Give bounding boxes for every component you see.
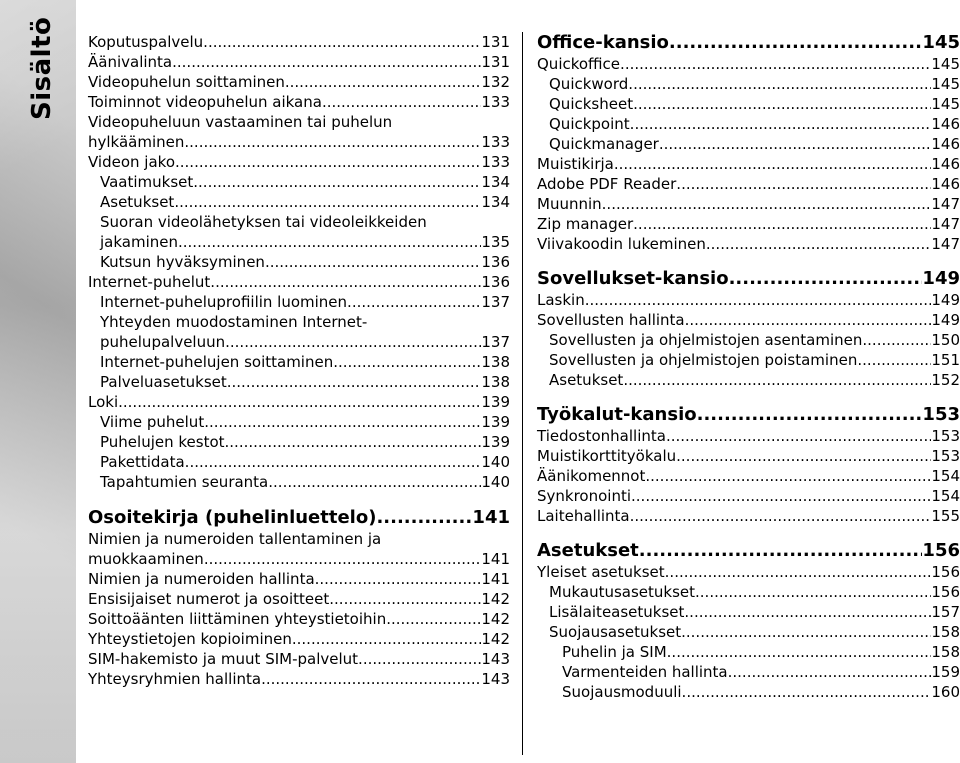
leader-dots <box>225 332 481 352</box>
toc-entry-title: Laskin <box>537 291 585 309</box>
toc-page-number: 146 <box>931 175 960 193</box>
toc-entry-title: jakaminen <box>100 233 178 251</box>
toc-page-number: 138 <box>481 353 510 371</box>
toc-section-heading[interactable] <box>537 404 960 426</box>
leader-dots <box>193 172 481 192</box>
toc-entry[interactable] <box>88 432 510 452</box>
toc-page-number: 137 <box>481 293 510 311</box>
toc-page-number: 143 <box>481 650 510 668</box>
page-title: Sisältö <box>27 16 57 120</box>
section-title: Office-kansio <box>537 32 669 53</box>
toc-entry-title: Muistikirja <box>537 155 614 173</box>
toc-entry-title: Quickpoint <box>549 115 630 133</box>
toc-entry-title: Quickword <box>549 75 629 93</box>
toc-page-number: 145 <box>931 95 960 113</box>
leader-dots <box>225 432 482 452</box>
leader-dots <box>315 569 482 589</box>
toc-entry[interactable] <box>537 114 960 134</box>
toc-entry-title: Internet-puheluprofiilin luominen <box>100 293 348 311</box>
toc-entry-title: Tiedostonhallinta <box>537 427 666 445</box>
toc-entry[interactable] <box>537 174 960 194</box>
leader-dots <box>118 392 481 412</box>
toc-entry[interactable] <box>537 582 960 602</box>
toc-entry[interactable] <box>88 152 510 172</box>
toc-entry[interactable] <box>88 252 510 272</box>
leader-dots <box>682 682 932 702</box>
toc-page-number: 146 <box>931 135 960 153</box>
toc-page-number: 142 <box>481 630 510 648</box>
toc-page-number: 159 <box>931 663 960 681</box>
toc-entry[interactable] <box>537 234 960 254</box>
toc-entry[interactable] <box>88 549 510 569</box>
toc-entry-title: Äänikomennot <box>537 467 646 485</box>
section-title: Osoitekirja (puhelinluettelo) <box>88 507 377 528</box>
toc-entry-title: Adobe PDF Reader <box>537 175 677 193</box>
toc-page-number: 139 <box>481 433 510 451</box>
leader-dots <box>185 452 482 472</box>
toc-entry[interactable] <box>88 172 510 192</box>
toc-entry-title: Mukautusasetukset <box>549 583 696 601</box>
section-title: Sovellukset-kansio <box>537 268 729 289</box>
toc-section-heading[interactable] <box>537 32 960 54</box>
toc-entry[interactable] <box>537 54 960 74</box>
leader-dots <box>620 54 931 74</box>
toc-entry[interactable] <box>88 392 510 412</box>
toc-page-number: 154 <box>931 467 960 485</box>
leader-dots <box>210 272 481 292</box>
toc-entry-title: Palveluasetukset <box>100 373 227 391</box>
leader-dots <box>174 192 481 212</box>
toc-entry-title: Nimien ja numeroiden hallinta <box>88 570 315 588</box>
leader-dots <box>728 662 932 682</box>
toc-page-number: 133 <box>481 93 510 111</box>
toc-page-number: 151 <box>931 351 960 369</box>
leader-dots <box>322 92 481 112</box>
leader-dots <box>669 32 923 54</box>
toc-page-number: 156 <box>931 583 960 601</box>
toc-page-number: 131 <box>481 33 510 51</box>
toc-entry-title: Muunnin <box>537 195 602 213</box>
leader-dots <box>676 174 931 194</box>
leader-dots <box>602 194 932 214</box>
toc-entry[interactable] <box>537 350 960 370</box>
toc-entry[interactable] <box>537 506 960 526</box>
toc-entry-title: Sovellusten ja ohjelmistojen asentaminen <box>549 331 863 349</box>
toc-entry-title: Tapahtumien seuranta <box>100 473 269 491</box>
toc-page-number: 137 <box>481 333 510 351</box>
toc-page-number: 160 <box>931 683 960 701</box>
leader-dots <box>333 352 481 372</box>
sidebar-band <box>0 0 76 763</box>
toc-entry[interactable] <box>88 352 510 372</box>
leader-dots <box>376 507 472 529</box>
leader-dots <box>184 132 481 152</box>
leader-dots <box>329 589 481 609</box>
toc-entry-title: Vaatimukset <box>100 173 194 191</box>
toc-entry-title: Quickoffice <box>537 55 621 73</box>
toc-entry-title: Sovellusten hallinta <box>537 311 685 329</box>
toc-page-number: 153 <box>931 447 960 465</box>
toc-entry[interactable] <box>88 192 510 212</box>
toc-entry[interactable] <box>88 92 510 112</box>
toc-entry-title: Internet-puhelujen soittaminen <box>100 353 334 371</box>
toc-page-number: 147 <box>931 235 960 253</box>
section-page-number: 145 <box>922 32 960 53</box>
toc-entry[interactable] <box>88 569 510 589</box>
leader-dots <box>203 32 481 52</box>
toc-entry[interactable] <box>537 622 960 642</box>
toc-entry[interactable] <box>537 466 960 486</box>
toc-page-number: 147 <box>931 195 960 213</box>
toc-entry[interactable] <box>88 132 510 152</box>
section-page-number: 141 <box>472 507 510 528</box>
toc-page-number: 136 <box>481 253 510 271</box>
leader-dots <box>862 330 931 350</box>
toc-entry[interactable] <box>88 232 510 252</box>
toc-entry-title: Suojausmoduuli <box>562 683 682 701</box>
toc-entry-title: Pakettidata <box>100 453 185 471</box>
toc-entry-title-line1: Yhteyden muodostaminen Internet- <box>100 313 368 331</box>
toc-entry-title: Viivakoodin lukeminen <box>537 235 706 253</box>
leader-dots <box>667 642 932 662</box>
toc-page-number: 131 <box>481 53 510 71</box>
toc-entry-title: Videopuhelun soittaminen <box>88 73 285 91</box>
leader-dots <box>684 602 931 622</box>
toc-entry[interactable] <box>537 662 960 682</box>
toc-page-number: 145 <box>931 75 960 93</box>
toc-entry[interactable] <box>88 332 510 352</box>
toc-page-number: 150 <box>931 331 960 349</box>
toc-entry[interactable] <box>537 486 960 506</box>
toc-page-number: 145 <box>931 55 960 73</box>
leader-dots <box>265 252 481 272</box>
toc-entry[interactable] <box>88 452 510 472</box>
toc-entry-title: Laitehallinta <box>537 507 630 525</box>
leader-dots <box>630 114 932 134</box>
leader-dots <box>628 74 931 94</box>
toc-entry[interactable] <box>88 629 510 649</box>
toc-entry-title: Suojausasetukset <box>549 623 682 641</box>
leader-dots <box>633 94 931 114</box>
leader-dots <box>261 669 481 689</box>
toc-entry-title: Asetukset <box>549 371 624 389</box>
toc-entry-title: Yhteystietojen kopioiminen <box>88 630 292 648</box>
toc-page-number: 158 <box>931 623 960 641</box>
spacer <box>537 526 960 540</box>
toc-entry[interactable] <box>537 682 960 702</box>
toc-entry-title: Viime puhelut <box>100 413 205 431</box>
toc-entry-title-line1: Suoran videolähetyksen tai videoleikkeiden <box>100 213 427 231</box>
toc-page-number: 142 <box>481 590 510 608</box>
toc-entry-title: Varmenteiden hallinta <box>562 663 728 681</box>
toc-entry-title: Soittoäänten liittäminen yhteystietoihin <box>88 610 387 628</box>
toc-entry-title: Videon jako <box>88 153 175 171</box>
toc-entry-title: Lisälaiteasetukset <box>549 603 685 621</box>
leader-dots <box>681 622 931 642</box>
toc-entry[interactable] <box>88 32 510 52</box>
toc-entry[interactable] <box>88 609 510 629</box>
toc-entry[interactable] <box>537 214 960 234</box>
toc-entry[interactable] <box>537 602 960 622</box>
leader-dots <box>347 292 481 312</box>
toc-entry-title: Ensisijaiset numerot ja osoitteet <box>88 590 330 608</box>
toc-page-number: 138 <box>481 373 510 391</box>
leader-dots <box>630 506 932 526</box>
toc-entry[interactable] <box>88 272 510 292</box>
toc-page-number: 157 <box>931 603 960 621</box>
toc-entry[interactable] <box>537 74 960 94</box>
leader-dots <box>706 234 931 254</box>
toc-entry-title: Kutsun hyväksyminen <box>100 253 265 271</box>
section-title: Asetukset <box>537 540 639 561</box>
toc-page-number: 152 <box>931 371 960 389</box>
toc-entry-title: Yleiset asetukset <box>537 563 665 581</box>
toc-entry-title: hylkääminen <box>88 133 185 151</box>
toc-page-number: 143 <box>481 670 510 688</box>
toc-entry-title: SIM-hakemisto ja muut SIM-palvelut <box>88 650 359 668</box>
leader-dots <box>633 214 931 234</box>
toc-entry[interactable] <box>537 426 960 446</box>
leader-dots <box>697 404 923 426</box>
leader-dots <box>227 372 482 392</box>
leader-dots <box>695 582 931 602</box>
toc-entry[interactable] <box>537 290 960 310</box>
toc-entry-title: Puhelin ja SIM <box>562 643 667 661</box>
toc-page-number: 149 <box>931 311 960 329</box>
toc-entry-title: Yhteysryhmien hallinta <box>88 670 262 688</box>
toc-page-number: 133 <box>481 133 510 151</box>
leader-dots <box>659 134 932 154</box>
leader-dots <box>645 466 931 486</box>
leader-dots <box>178 232 481 252</box>
toc-entry-title: Äänivalinta <box>88 53 173 71</box>
toc-entry[interactable] <box>88 72 510 92</box>
toc-section-heading[interactable] <box>88 507 510 529</box>
section-page-number: 149 <box>922 268 960 289</box>
toc-entry-title: Synkronointi <box>537 487 632 505</box>
toc-entry-title-line1: Videopuheluun vastaaminen tai puhelun <box>88 113 393 131</box>
toc-page-number: 142 <box>481 610 510 628</box>
toc-entry[interactable] <box>88 472 510 492</box>
toc-entry[interactable] <box>88 372 510 392</box>
leader-dots <box>857 350 931 370</box>
toc-entry[interactable] <box>537 330 960 350</box>
toc-page-number: 154 <box>931 487 960 505</box>
spacer <box>537 254 960 268</box>
toc-page-number: 132 <box>481 73 510 91</box>
leader-dots <box>623 370 931 390</box>
toc-page-number: 155 <box>931 507 960 525</box>
toc-entry[interactable] <box>537 194 960 214</box>
toc-page-number: 141 <box>481 550 510 568</box>
leader-dots <box>268 472 481 492</box>
toc-entry[interactable] <box>537 642 960 662</box>
leader-dots <box>614 154 931 174</box>
toc-entry[interactable] <box>88 412 510 432</box>
spacer <box>88 492 510 507</box>
toc-column-right <box>537 32 960 702</box>
toc-entry[interactable] <box>88 292 510 312</box>
toc-column-left <box>88 32 510 689</box>
leader-dots <box>175 152 481 172</box>
section-page-number: 156 <box>922 540 960 561</box>
toc-entry-title: Toiminnot videopuhelun aikana <box>88 93 322 111</box>
toc-page-number: 141 <box>481 570 510 588</box>
toc-entry[interactable] <box>537 134 960 154</box>
toc-entry[interactable] <box>88 669 510 689</box>
toc-page-number: 156 <box>931 563 960 581</box>
toc-page-number: 139 <box>481 413 510 431</box>
leader-dots <box>358 649 481 669</box>
leader-dots <box>204 412 481 432</box>
toc-entry[interactable] <box>88 52 510 72</box>
toc-page-number: 134 <box>481 193 510 211</box>
leader-dots <box>285 72 481 92</box>
toc-page-number: 135 <box>481 233 510 251</box>
toc-entry[interactable] <box>537 562 960 582</box>
toc-section-heading[interactable] <box>537 540 960 562</box>
toc-entry[interactable] <box>88 589 510 609</box>
toc-entry[interactable] <box>537 370 960 390</box>
toc-entry-title: Quickmanager <box>549 135 659 153</box>
toc-page-number: 146 <box>931 155 960 173</box>
toc-entry-title: Puhelujen kestot <box>100 433 225 451</box>
toc-entry[interactable] <box>88 649 510 669</box>
toc-entry-title: Sovellusten ja ohjelmistojen poistaminen <box>549 351 858 369</box>
toc-page-number: 149 <box>931 291 960 309</box>
toc-entry-title: puhelupalveluun <box>100 333 226 351</box>
leader-dots <box>639 540 923 562</box>
toc-page-number: 139 <box>481 393 510 411</box>
toc-page-number: 140 <box>481 473 510 491</box>
toc-entry[interactable] <box>537 310 960 330</box>
toc-entry[interactable] <box>537 94 960 114</box>
toc-entry-title: Internet-puhelut <box>88 273 211 291</box>
column-divider <box>522 32 523 755</box>
leader-dots <box>204 549 482 569</box>
leader-dots <box>292 629 481 649</box>
toc-page-number: 153 <box>931 427 960 445</box>
leader-dots <box>729 268 923 290</box>
toc-entry-title-line1: Nimien ja numeroiden tallentaminen ja <box>88 530 382 548</box>
leader-dots <box>585 290 932 310</box>
spacer <box>537 390 960 404</box>
toc-entry-title: Quicksheet <box>549 95 634 113</box>
toc-entry-title: Zip manager <box>537 215 634 233</box>
section-title: Työkalut-kansio <box>537 404 697 425</box>
toc-entry[interactable] <box>537 446 960 466</box>
toc-page-number: 134 <box>481 173 510 191</box>
toc-page-number: 140 <box>481 453 510 471</box>
toc-page-number: 133 <box>481 153 510 171</box>
leader-dots <box>685 310 932 330</box>
toc-page-number: 136 <box>481 273 510 291</box>
toc-entry-title: Koputuspalvelu <box>88 33 204 51</box>
leader-dots <box>386 609 481 629</box>
leader-dots <box>666 426 931 446</box>
toc-page-number: 158 <box>931 643 960 661</box>
leader-dots <box>172 52 481 72</box>
toc-page-number: 147 <box>931 215 960 233</box>
leader-dots <box>631 486 931 506</box>
toc-page-number: 146 <box>931 115 960 133</box>
toc-entry-title: Muistikorttityökalu <box>537 447 677 465</box>
section-page-number: 153 <box>922 404 960 425</box>
leader-dots <box>665 562 932 582</box>
toc-entry-title: muokkaaminen <box>88 550 204 568</box>
leader-dots <box>676 446 931 466</box>
toc-section-heading[interactable] <box>537 268 960 290</box>
toc-entry-title: Asetukset <box>100 193 175 211</box>
toc-entry[interactable] <box>537 154 960 174</box>
toc-entry-title: Loki <box>88 393 119 411</box>
